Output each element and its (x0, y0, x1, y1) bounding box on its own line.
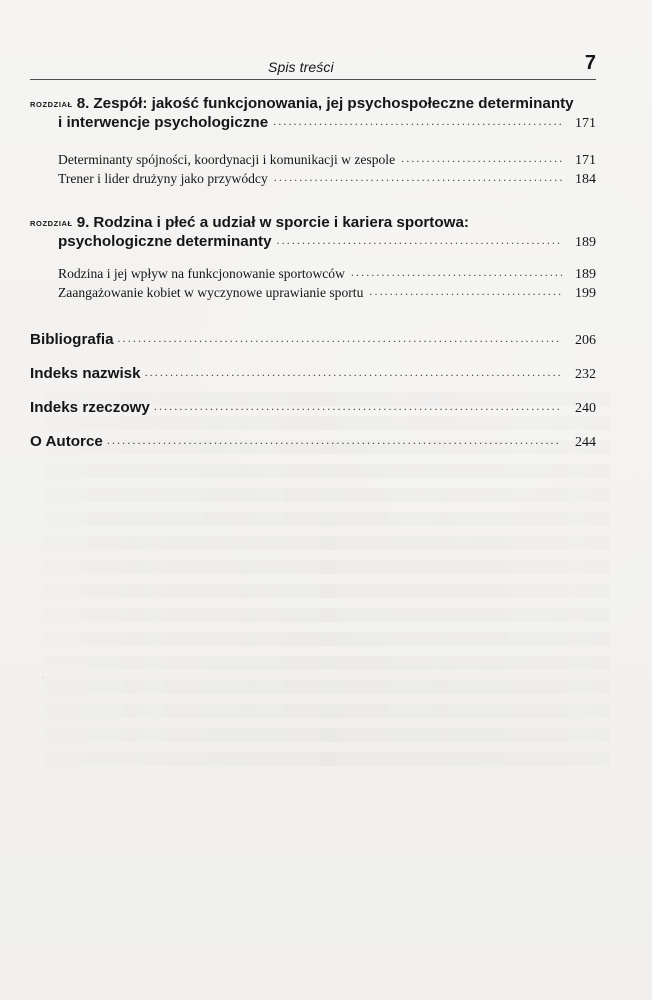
chapter-page-number: 189 (575, 235, 596, 250)
dot-leader (273, 115, 563, 127)
chapter-title: Rodzina i płeć a udział w sporcie i kariera sportowa: (93, 214, 469, 231)
running-header-title: Spis treści (268, 59, 334, 75)
chapter-label: ROZDZIAŁ (30, 100, 73, 109)
show-through-line (44, 464, 610, 478)
chapter-title-line (30, 213, 596, 232)
backmatter-entry (30, 398, 596, 418)
running-header (30, 52, 596, 78)
subsection-page-number: 184 (575, 172, 596, 187)
subsection-title: Determinanty spójności, koordynacji i komunikacji w zespole (58, 152, 396, 167)
backmatter-entry (30, 364, 596, 384)
show-through-line (44, 632, 610, 646)
chapter-label: ROZDZIAŁ (30, 219, 73, 228)
dot-leader (145, 366, 560, 378)
chapter-number: 8. (76, 95, 90, 112)
subsection-page-number: 199 (575, 286, 596, 301)
show-through-line (44, 656, 610, 670)
chapter-title-part-2: i interwencje psychologiczne (58, 114, 269, 131)
dot-leader (401, 152, 563, 164)
chapter-9-entry (30, 213, 596, 251)
chapter-8-subsections (58, 150, 596, 188)
show-through-line (44, 512, 610, 526)
show-through-line (44, 584, 610, 598)
dot-leader (274, 171, 563, 183)
chapter-title-continuation (30, 113, 596, 132)
dot-leader (351, 266, 563, 278)
backmatter-page-number: 240 (575, 401, 596, 416)
show-through-text (44, 392, 610, 892)
subsection-entry (58, 169, 596, 188)
subsection-page-number: 189 (575, 267, 596, 282)
subsection-entry (58, 283, 596, 302)
show-through-line (44, 488, 610, 502)
backmatter-title: O Autorce (30, 433, 103, 450)
chapter-title-part-2: psychologiczne determinanty (58, 233, 272, 250)
subsection-title: Trener i lider drużyny jako przywódcy (58, 171, 268, 186)
chapter-title-line (30, 94, 596, 113)
chapter-title-continuation (30, 232, 596, 251)
dot-leader (118, 332, 560, 344)
show-through-line (44, 560, 610, 574)
backmatter-title: Bibliografia (30, 331, 114, 348)
subsection-entry (58, 264, 596, 283)
show-through-line (44, 704, 610, 718)
dot-leader (277, 234, 563, 246)
dot-leader (107, 434, 560, 446)
show-through-line (44, 536, 610, 550)
show-through-line (44, 728, 610, 742)
show-through-line (44, 680, 610, 694)
subsection-page-number: 171 (575, 153, 596, 168)
paper-mark: · (41, 671, 45, 685)
backmatter-entry (30, 330, 596, 350)
show-through-line (44, 752, 610, 766)
chapter-8-entry (30, 94, 596, 132)
backmatter-title: Indeks rzeczowy (30, 399, 150, 416)
subsection-entry (58, 150, 596, 169)
page-number: 7 (584, 52, 596, 74)
subsection-title: Rodzina i jej wpływ na funkcjonowanie sportowców (58, 266, 345, 281)
header-divider (30, 79, 596, 80)
backmatter-page-number: 244 (575, 435, 596, 450)
chapter-page-number: 171 (575, 116, 596, 131)
show-through-line (44, 416, 610, 430)
backmatter-entry (30, 432, 596, 452)
chapter-title: Zespół: jakość funkcjonowania, jej psychospołeczne determinanty (93, 95, 574, 112)
show-through-line (44, 608, 610, 622)
backmatter-title: Indeks nazwisk (30, 365, 141, 382)
dot-leader (369, 285, 563, 297)
chapter-number: 9. (76, 214, 90, 231)
dot-leader (154, 400, 560, 412)
backmatter-page-number: 232 (575, 367, 596, 382)
subsection-title: Zaangażowanie kobiet w wyczynowe uprawianie sportu (58, 285, 364, 300)
chapter-9-subsections (58, 264, 596, 302)
backmatter-page-number: 206 (575, 333, 596, 348)
